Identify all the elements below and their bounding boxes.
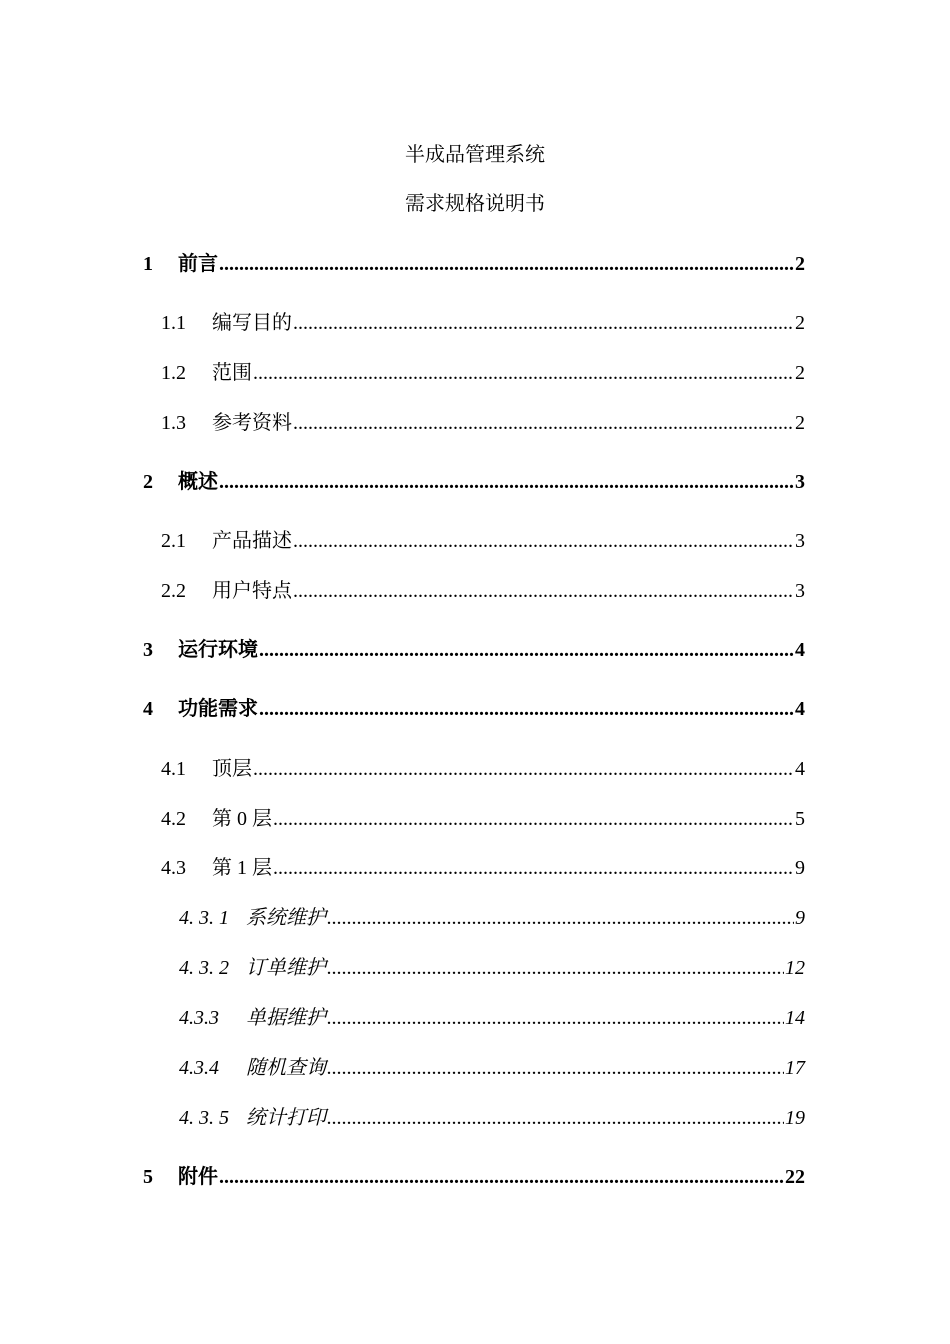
document-subtitle: 需求规格说明书 (405, 191, 545, 215)
toc-leader-dots (259, 639, 794, 662)
toc-label: 功能需求 (178, 698, 258, 720)
toc-number: 2.1 (161, 530, 186, 552)
toc-label: 第 0 层 (212, 808, 272, 830)
toc-label: 统计打印 (246, 1107, 326, 1129)
toc-leader-dots (273, 857, 794, 880)
toc-label: 用户特点 (212, 580, 292, 602)
toc-entry-4[interactable] (143, 692, 805, 721)
toc-number: 3 (143, 639, 153, 661)
toc-page-number: 5 (795, 808, 805, 830)
toc-entry-2-1[interactable] (161, 524, 805, 553)
toc-page-number: 22 (785, 1166, 805, 1188)
toc-number: 2 (143, 471, 153, 493)
toc-label: 顶层 (212, 758, 252, 780)
toc-label: 前言 (178, 253, 218, 275)
toc-number: 1 (143, 253, 153, 275)
toc-leader-dots (327, 957, 784, 980)
toc-leader-dots (219, 471, 794, 494)
toc-entry-4-3[interactable] (161, 851, 805, 880)
toc-page-number: 2 (795, 412, 805, 434)
toc-entry-4-3-4[interactable] (179, 1051, 805, 1080)
toc-label: 编写目的 (212, 312, 292, 334)
toc-number: 1.1 (161, 312, 186, 334)
toc-number: 4. 3. 2 (179, 957, 229, 979)
toc-page-number: 3 (795, 471, 805, 493)
toc-entry-4-3-1[interactable] (179, 901, 805, 930)
toc-page-number: 2 (795, 312, 805, 334)
toc-number: 1.2 (161, 362, 186, 384)
toc-leader-dots (327, 907, 794, 930)
toc-entry-1-3[interactable] (161, 406, 805, 435)
toc-label: 参考资料 (212, 412, 292, 434)
toc-leader-dots (253, 362, 794, 385)
toc-leader-dots (293, 312, 794, 335)
toc-entry-1-2[interactable] (161, 356, 805, 385)
toc-entry-1-1[interactable] (161, 306, 805, 335)
toc-entry-2[interactable] (143, 465, 805, 494)
toc-page-number: 4 (795, 698, 805, 720)
toc-entry-5[interactable] (143, 1160, 805, 1189)
toc-number: 4.3.4 (179, 1057, 219, 1079)
toc-entry-1[interactable] (143, 247, 805, 276)
toc-page-number: 4 (795, 758, 805, 780)
toc-number: 4.3 (161, 857, 186, 879)
toc-entry-4-3-3[interactable] (179, 1001, 805, 1030)
toc-label: 系统维护 (246, 907, 326, 929)
toc-leader-dots (327, 1057, 784, 1080)
toc-label: 订单维护 (246, 957, 326, 979)
toc-number: 4.1 (161, 758, 186, 780)
toc-label: 单据维护 (246, 1007, 326, 1029)
toc-page-number: 12 (785, 957, 805, 979)
toc-page-number: 14 (785, 1007, 805, 1029)
document-title: 半成品管理系统 (405, 142, 545, 166)
toc-leader-dots (219, 253, 794, 276)
toc-entry-4-3-2[interactable] (179, 951, 805, 980)
toc-label: 附件 (178, 1166, 218, 1188)
toc-leader-dots (219, 1166, 784, 1189)
toc-page-number: 3 (795, 530, 805, 552)
toc-label: 范围 (212, 362, 252, 384)
toc-number: 1.3 (161, 412, 186, 434)
toc-number: 2.2 (161, 580, 186, 602)
toc-page-number: 9 (795, 857, 805, 879)
toc-entry-2-2[interactable] (161, 574, 805, 603)
toc-leader-dots (293, 530, 794, 553)
toc-leader-dots (327, 1007, 784, 1030)
toc-number: 4.3.3 (179, 1007, 219, 1029)
toc-page-number: 17 (785, 1057, 805, 1079)
toc-label: 第 1 层 (212, 857, 272, 879)
toc-number: 4. 3. 5 (179, 1107, 229, 1129)
toc-leader-dots (327, 1107, 784, 1130)
toc-label: 产品描述 (212, 530, 292, 552)
toc-leader-dots (273, 808, 794, 831)
toc-number: 4. 3. 1 (179, 907, 229, 929)
toc-label: 随机查询 (246, 1057, 326, 1079)
toc-number: 4 (143, 698, 153, 720)
toc-page-number: 2 (795, 253, 805, 275)
toc-leader-dots (293, 412, 794, 435)
toc-entry-4-2[interactable] (161, 802, 805, 831)
toc-page-number: 2 (795, 362, 805, 384)
toc-page-number: 3 (795, 580, 805, 602)
toc-entry-4-3-5[interactable] (179, 1101, 805, 1130)
toc-label: 概述 (178, 471, 218, 493)
toc-number: 5 (143, 1166, 153, 1188)
toc-page-number: 4 (795, 639, 805, 661)
toc-page-number: 9 (795, 907, 805, 929)
toc-leader-dots (293, 580, 794, 603)
toc-entry-4-1[interactable] (161, 752, 805, 781)
toc-number: 4.2 (161, 808, 186, 830)
toc-label: 运行环境 (178, 639, 258, 661)
toc-page-number: 19 (785, 1107, 805, 1129)
toc-leader-dots (259, 698, 794, 721)
toc-entry-3[interactable] (143, 633, 805, 662)
toc-leader-dots (253, 758, 794, 781)
